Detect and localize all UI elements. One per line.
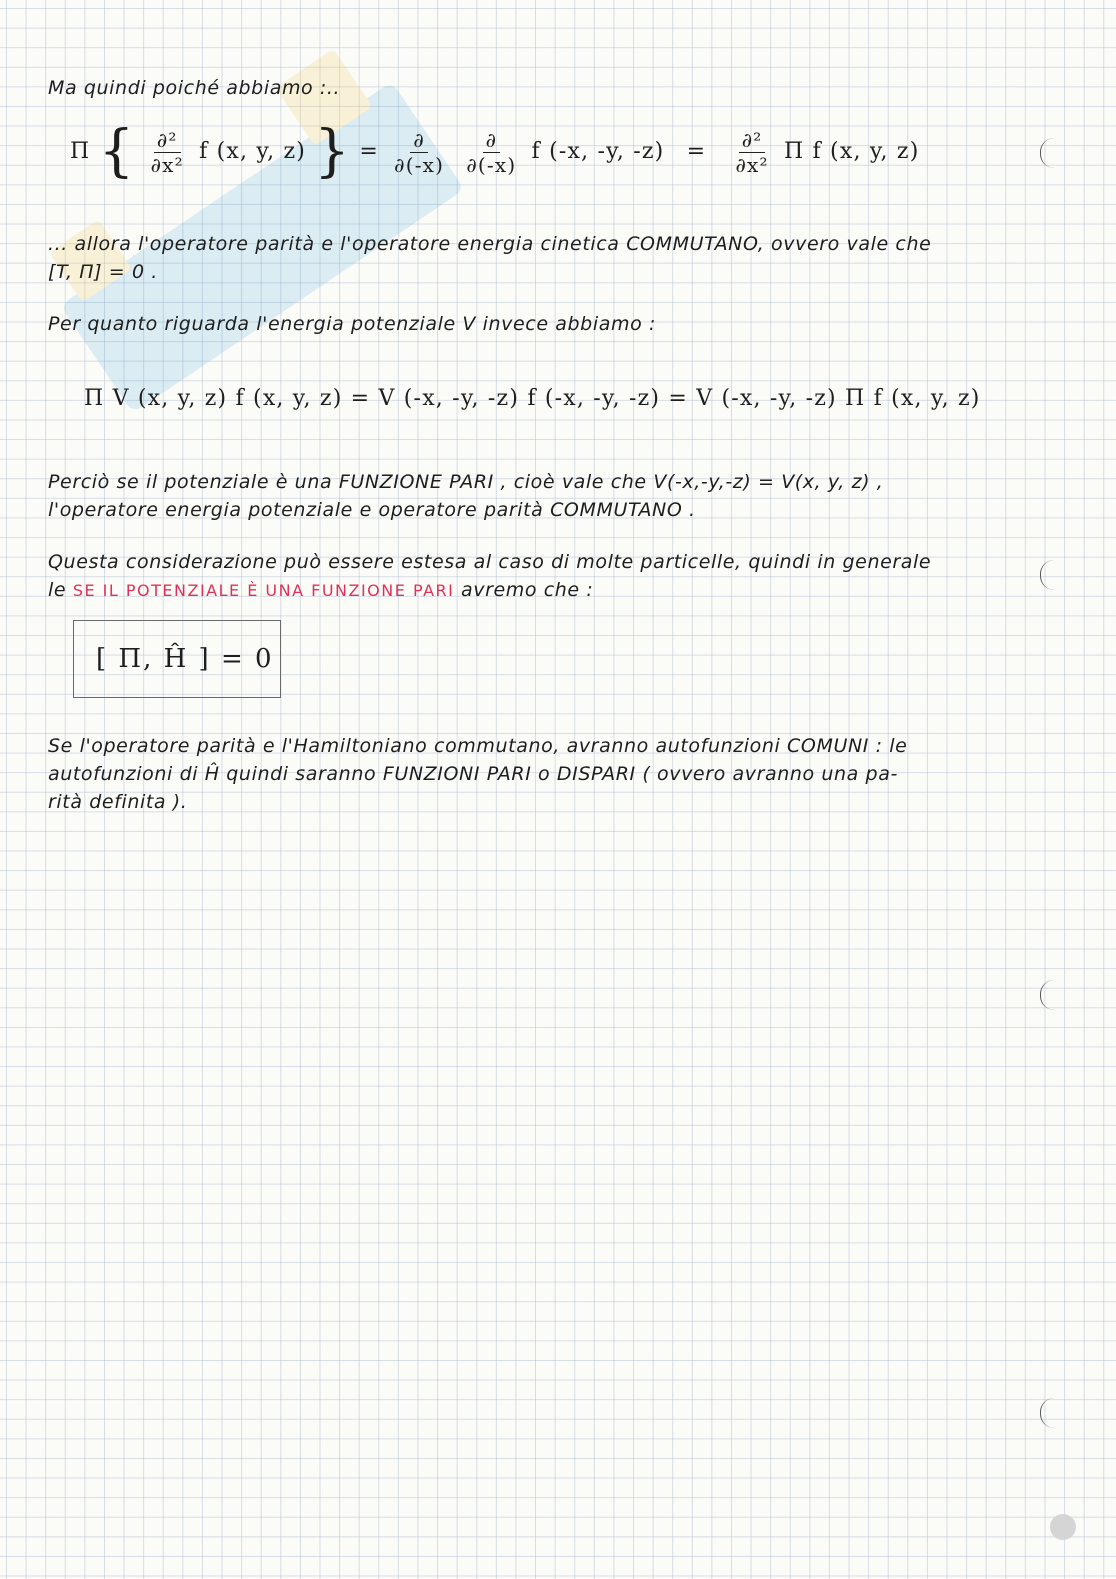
- text-line-6: l'operatore energia potenziale e operatore parità COMMUTANO .: [48, 499, 696, 521]
- brace-close: }: [314, 119, 352, 184]
- text-line-8: le SE IL POTENZIALE È UNA FUNZIONE PARI avremo che :: [48, 579, 594, 601]
- parity-operator: Π: [70, 139, 91, 164]
- formula-kinetic-parity: Π { $\frac{\text{∂²}}{\text{∂x²}}$ f (x, y, z) } = $\frac{\partial}{\partial(-x)}$ $\frac{\partial}{\partial(-x)}$ f (-x, -y, -z) = $\frac{\text{∂²}}{\text{∂x²}}$ Π f (x, y, z): [70, 119, 920, 184]
- formula-potential-parity: Π V (x, y, z) f (x, y, z) = V (-x, -y, -z) f (-x, -y, -z) = V (-x, -y, -z) Π f (x, y, z): [84, 386, 981, 411]
- text-line-9: Se l'operatore parità e l'Hamiltoniano commutano, avranno autofunzioni COMUNI : le: [48, 735, 908, 757]
- binder-hole-1: [1040, 138, 1059, 168]
- corner-mark: [1050, 1514, 1076, 1540]
- binder-hole-2: [1040, 560, 1059, 590]
- text-line-5: Perciò se il potenziale è una FUNZIONE PARI , cioè vale che V(-x,-y,-z) = V(x, y, z) ,: [48, 471, 884, 493]
- binder-hole-3: [1040, 980, 1059, 1010]
- fraction-second-derivative: $\frac{\text{∂²}}{\text{∂x²}}$: [150, 127, 184, 177]
- text-line-2: ... allora l'operatore parità e l'operatore energia cinetica COMMUTANO, ovvero vale che: [48, 233, 932, 255]
- text-line-4: Per quanto riguarda l'energia potenziale V invece abbiamo :: [48, 313, 656, 335]
- text-line-7: Questa considerazione può essere estesa al caso di molte particelle, quindi in generale: [48, 551, 932, 573]
- fraction-d-minus-x-2: $\frac{\partial}{\partial(-x)}$: [466, 127, 517, 177]
- brace-open: {: [98, 119, 136, 184]
- text-line-11: rità definita ).: [48, 791, 188, 813]
- fraction-second-derivative-2: $\frac{\text{∂²}}{\text{∂x²}}$: [735, 127, 769, 177]
- binder-hole-4: [1040, 1398, 1059, 1428]
- highlight-text: SE IL POTENZIALE È UNA FUNZIONE PARI: [72, 581, 455, 600]
- fraction-d-minus-x-1: $\frac{\partial}{\partial(-x)}$: [394, 127, 445, 177]
- boxed-commutator: [ Π, Ĥ ] = 0: [73, 620, 281, 698]
- text-line-1: Ma quindi poiché abbiamo :..: [48, 77, 341, 99]
- text-line-10: autofunzioni di Ĥ quindi saranno FUNZIONI PARI o DISPARI ( ovvero avranno una pa-: [48, 763, 898, 785]
- text-line-3: [T, Π] = 0 .: [48, 261, 158, 283]
